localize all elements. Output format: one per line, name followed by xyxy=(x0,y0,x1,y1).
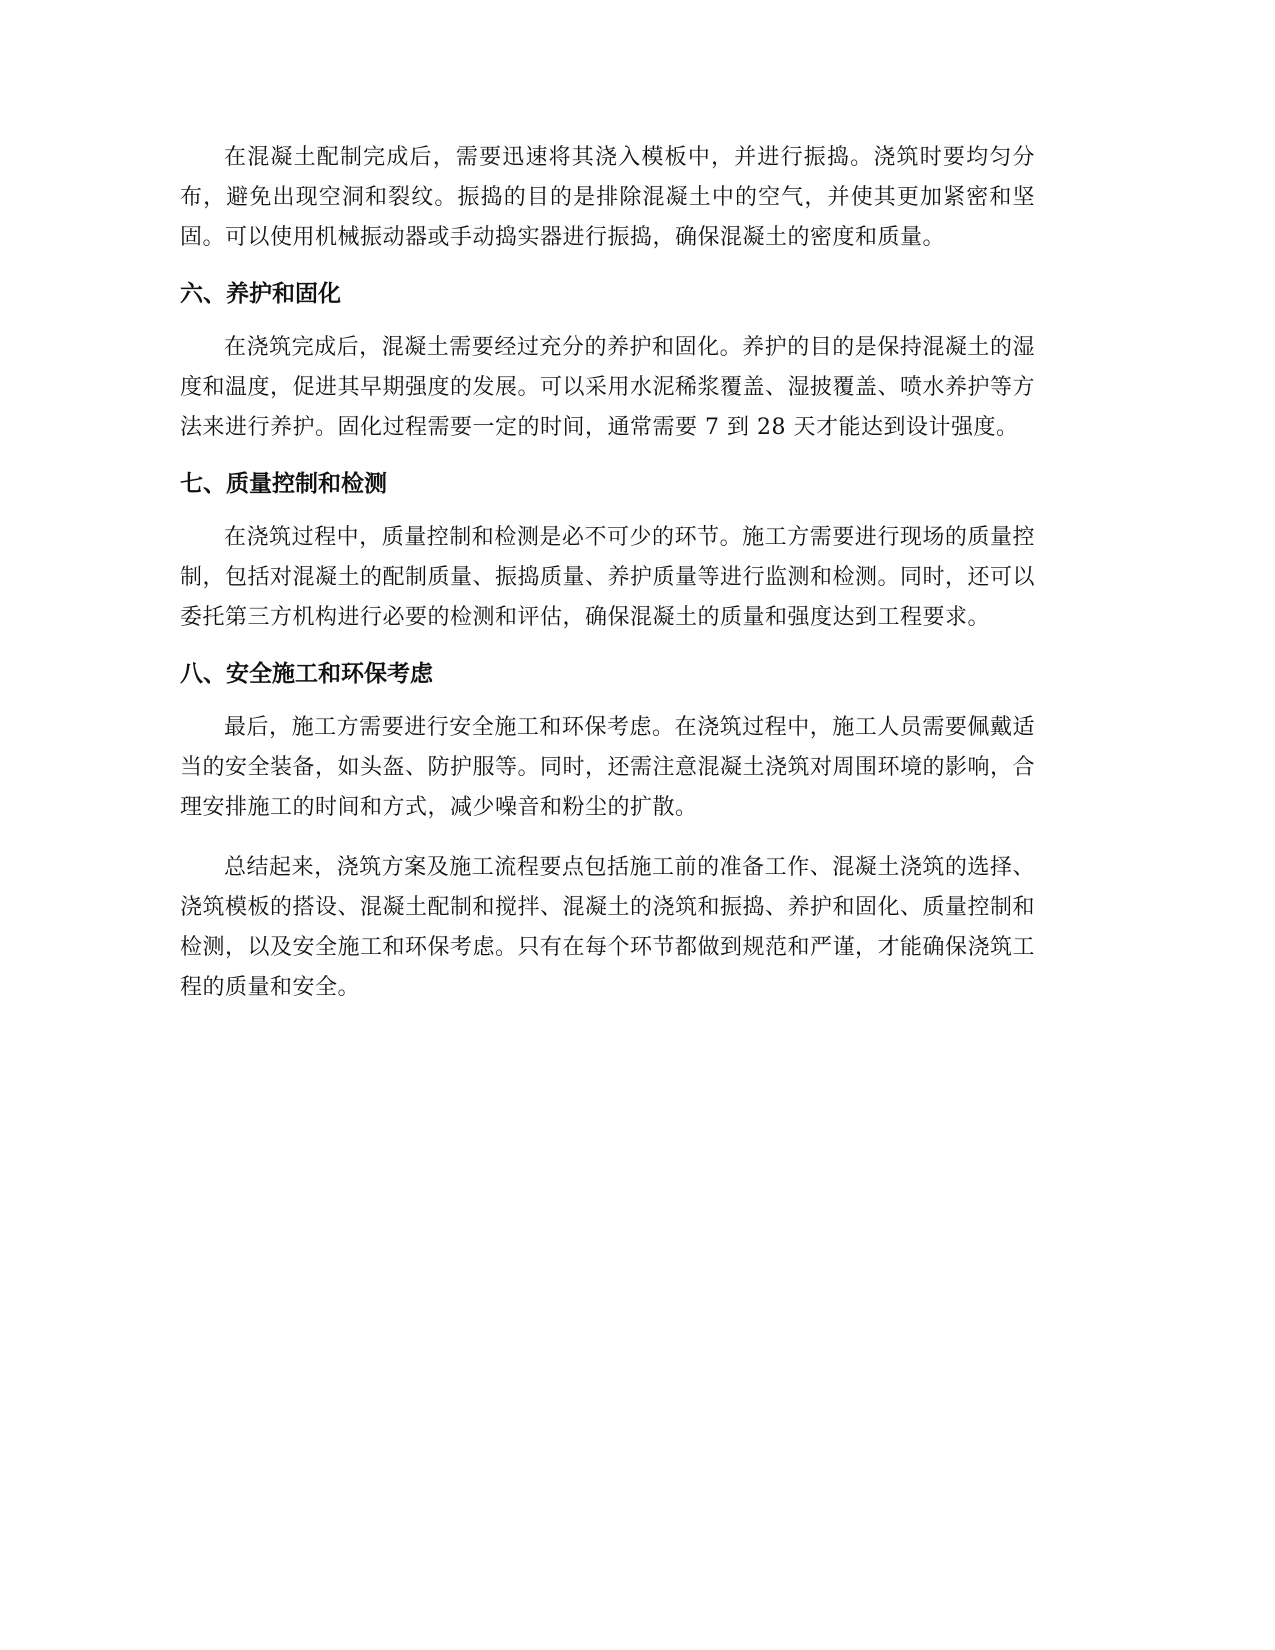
paragraph-pouring-vibration: 在混凝土配制完成后，需要迅速将其浇入模板中，并进行振捣。浇筑时要均匀分布，避免出现空洞和裂纹。振捣的目的是排除混凝土中的空气，并使其更加紧密和坚固。可以使用机械振动器或手动捣实器进行振捣，确保混凝土的密度和质量。 xyxy=(180,145,1035,250)
document-page xyxy=(180,138,1035,1008)
heading-quality-control: 七、质量控制和检测 xyxy=(180,471,387,497)
paragraph-summary: 总结起来，浇筑方案及施工流程要点包括施工前的准备工作、混凝土浇筑的选择、浇筑模板的搭设、混凝土配制和搅拌、混凝土的浇筑和振捣、养护和固化、质量控制和检测，以及安全施工和环保考虑。只有在每个环节都做到规范和严谨，才能确保浇筑工程的质量和安全。 xyxy=(180,855,1036,1000)
heading-safety-environment: 八、安全施工和环保考虑 xyxy=(180,661,433,687)
heading-curing: 六、养护和固化 xyxy=(180,281,341,307)
paragraph-quality-control: 在浇筑过程中，质量控制和检测是必不可少的环节。施工方需要进行现场的质量控制，包括对混凝土的配制质量、振捣质量、养护质量等进行监测和检测。同时，还可以委托第三方机构进行必要的检测和评估，确保混凝土的质量和强度达到工程要求。 xyxy=(180,525,1036,630)
paragraph-curing: 在浇筑完成后，混凝土需要经过充分的养护和固化。养护的目的是保持混凝土的湿度和温度，促进其早期强度的发展。可以采用水泥稀浆覆盖、湿披覆盖、喷水养护等方法来进行养护。固化过程需要一定的时间，通常需要 7 到 28 天才能达到设计强度。 xyxy=(180,335,1036,440)
paragraph-safety-environment: 最后，施工方需要进行安全施工和环保考虑。在浇筑过程中，施工人员需要佩戴适当的安全装备，如头盔、防护服等。同时，还需注意混凝土浇筑对周围环境的影响，合理安排施工的时间和方式，减少噪音和粉尘的扩散。 xyxy=(180,715,1036,820)
